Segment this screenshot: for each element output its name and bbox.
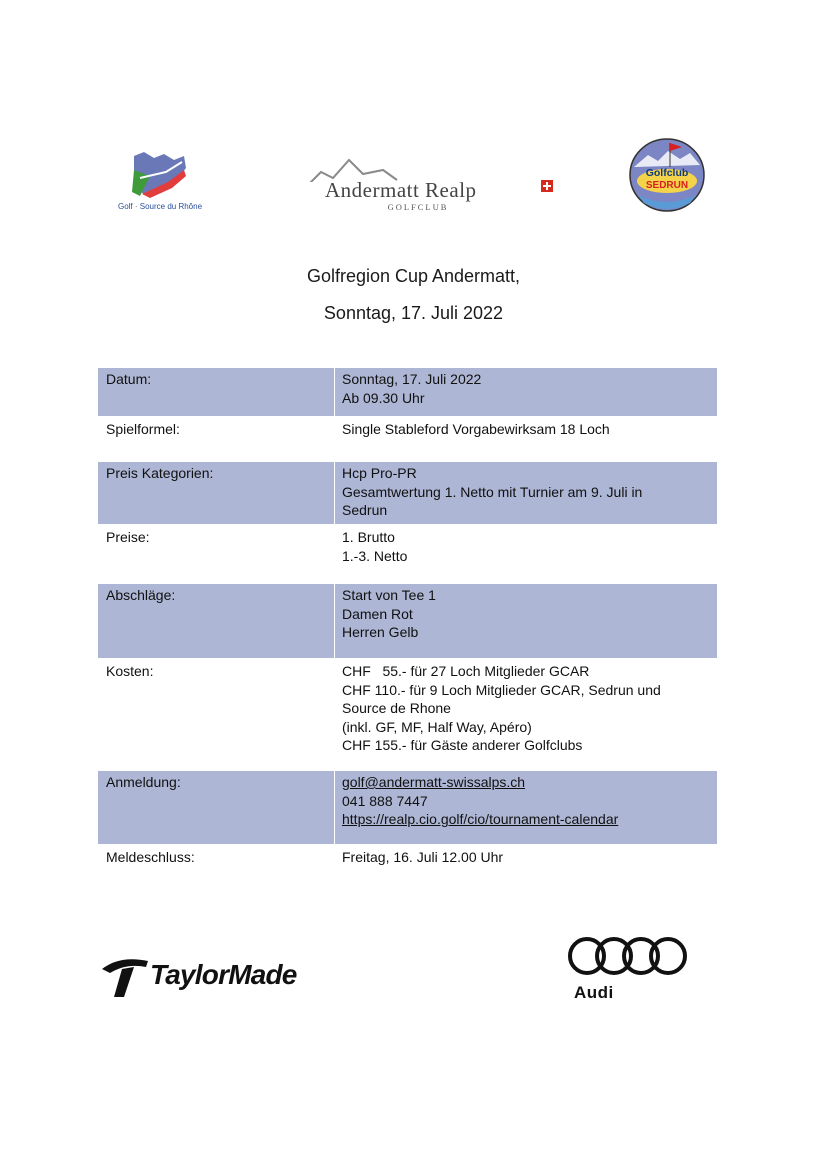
- value-line: 1. Brutto: [342, 529, 395, 545]
- golf-source-du-rhone-logo: [110, 148, 210, 216]
- value-line: Sedrun: [342, 502, 388, 518]
- value-line: (inkl. GF, MF, Half Way, Apéro): [342, 718, 532, 735]
- row-value: [342, 773, 618, 829]
- value-line: Single Stableford Vorgabewirksam 18 Loch: [342, 421, 610, 437]
- row-value: [342, 662, 661, 755]
- row-label: Kosten:: [106, 663, 154, 679]
- row-value: [342, 848, 503, 867]
- row-value: [342, 370, 481, 407]
- page-subtitle: Sonntag, 17. Juli 2022: [323, 303, 504, 323]
- table-row-preise: [98, 526, 717, 584]
- realp-logo-subtitle: GOLFCLUB: [387, 202, 449, 212]
- value-line: Source de Rhone: [342, 700, 451, 716]
- value-line: CHF 55.- für 27 Loch Mitglieder GCAR: [342, 663, 590, 679]
- golfclub-sedrun-logo: [628, 137, 706, 213]
- page-title: Golfregion Cup Andermatt,: [306, 266, 521, 286]
- taylormade-wordmark: TaylorMade: [150, 959, 297, 990]
- sedrun-logo-line2: SEDRUN: [645, 180, 689, 191]
- sedrun-logo-line1: Golfclub: [645, 167, 689, 179]
- audi-wordmark: Audi: [574, 983, 614, 1002]
- tournament-calendar-link[interactable]: https://realp.cio.golf/cio/tournament-calendar: [342, 811, 619, 827]
- value-line: Ab 09.30 Uhr: [342, 389, 425, 406]
- table-row-anmeldung: [98, 771, 717, 844]
- rhone-emblem-icon: [110, 148, 210, 202]
- table-row-meldeschluss: [98, 846, 717, 876]
- realp-logo-name: Andermatt Realp: [325, 178, 477, 202]
- value-line: Herren Gelb: [342, 624, 419, 640]
- table-row-abschlaege: [98, 584, 717, 658]
- row-value: [342, 586, 436, 642]
- table-row-spielformel: [98, 418, 717, 462]
- row-value: [342, 420, 610, 439]
- table-row-preis-kategorien: [98, 462, 717, 524]
- row-label: Preis Kategorien:: [106, 465, 214, 481]
- row-label: Abschläge:: [106, 587, 176, 603]
- table-row-datum: [98, 368, 717, 416]
- value-line: CHF 110.- für 9 Loch Mitglieder GCAR, Sedrun und: [342, 681, 661, 698]
- row-label: Spielformel:: [106, 421, 180, 437]
- row-value: [342, 528, 407, 565]
- tournament-info-table: [98, 368, 717, 876]
- andermatt-realp-logo: [293, 158, 555, 214]
- audi-rings-icon: [567, 933, 691, 979]
- value-line: Hcp Pro-PR: [342, 465, 417, 481]
- row-label: Preise:: [106, 529, 150, 545]
- value-line: CHF 155.- für Gäste anderer Golfclubs: [342, 737, 583, 753]
- table-row-kosten: [98, 660, 717, 771]
- row-label: Anmeldung:: [106, 774, 181, 790]
- value-line: Freitag, 16. Juli 12.00 Uhr: [342, 849, 504, 865]
- rhone-logo-caption: Golf · Source du Rhône: [117, 202, 203, 211]
- phone-number: 041 888 7447: [342, 792, 428, 809]
- value-line: Start von Tee 1: [342, 587, 436, 603]
- swiss-flag-icon: [541, 180, 553, 192]
- value-line: 1.-3. Netto: [342, 547, 408, 564]
- taylormade-logo: [100, 953, 325, 1001]
- row-label: Meldeschluss:: [106, 849, 195, 865]
- taylormade-t-icon: [100, 955, 150, 999]
- value-line: Sonntag, 17. Juli 2022: [342, 371, 482, 387]
- value-line: Damen Rot: [342, 605, 413, 622]
- email-link[interactable]: golf@andermatt-swissalps.ch: [342, 774, 526, 790]
- audi-logo: [567, 933, 691, 1005]
- value-line: Gesamtwertung 1. Netto mit Turnier am 9. Juli in: [342, 483, 643, 500]
- row-label: Datum:: [106, 371, 152, 387]
- row-value: [342, 464, 642, 520]
